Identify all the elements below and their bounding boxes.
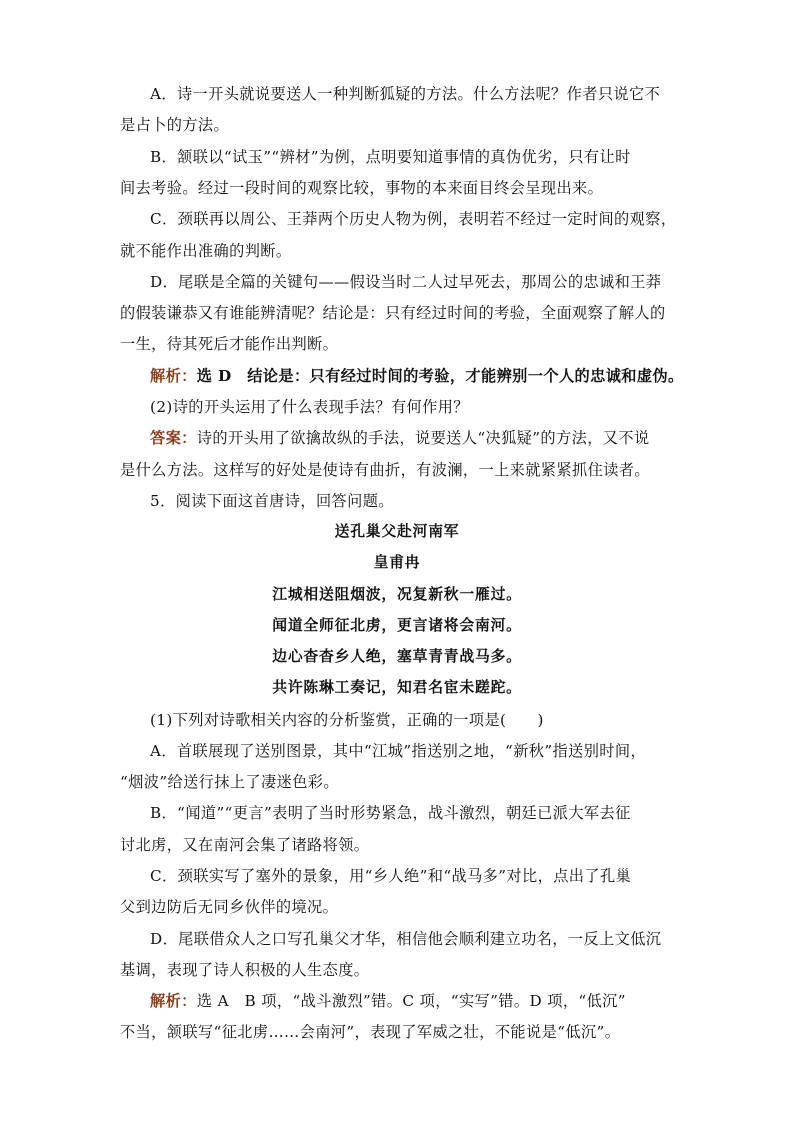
q5-subquestion-1: (1)下列对诗歌相关内容的分析鉴赏，正确的一项是( )	[150, 711, 544, 729]
q4-option-b-line1: B．颔联以“试玉”“辨材”为例，点明要知道事情的真伪优劣，只有让时	[150, 148, 631, 166]
q4-subquestion-2: (2)诗的开头运用了什么表现手法？有何作用？	[150, 398, 469, 416]
q4-answer-line1	[150, 428, 650, 448]
poem-line-3: 边心杳杳乡人绝，塞草青青战马多。	[272, 648, 522, 665]
q4-option-c-line1: C．颈联再以周公、王莽两个历史人物为例，表明若不经过一定时间的观察，	[150, 210, 677, 228]
q5-prompt: 5．阅读下面这首唐诗，回答问题。	[150, 492, 394, 510]
q5-option-d-line1: D．尾联借众人之口写孔巢父才华，相信他会顺利建立功名，一反上文低沉	[150, 930, 662, 948]
q5-option-c-line2: 父到边防后无同乡伙伴的境况。	[120, 898, 339, 916]
q5-option-a-line1: A．首联展现了送别图景，其中“江城”指送别之地，“新秋”指送别时间，	[150, 742, 647, 760]
answer-text: 诗的开头用了欲擒故纵的手法，说要送人“决狐疑”的方法，又不说	[196, 429, 650, 447]
q4-option-d-line2: 的假装谦恭又有谁能辨清呢？结论是：只有经过时间的考验，全面观察了解人的	[120, 304, 666, 322]
q4-option-a-line2: 是占卜的方法。	[120, 116, 230, 134]
q4-option-a-line1: A．诗一开头就说要送人一种判断狐疑的方法。什么方法呢？作者只说它不	[150, 85, 661, 103]
q4-analysis	[150, 366, 684, 386]
q4-option-c-line2: 就不能作出准确的判断。	[120, 242, 292, 260]
poem-title: 送孔巢父赴河南军	[334, 523, 460, 540]
q4-option-d-line1: D．尾联是全篇的关键句——假设当时二人过早死去，那周公的忠诚和王莽	[150, 273, 662, 291]
q5-option-c-line1: C．颈联实写了塞外的景象，用“乡人绝”和“战马多”对比，点出了孔巢	[150, 867, 632, 885]
q5-option-b-line2: 讨北虏，又在南河会集了诸路将领。	[120, 836, 370, 854]
q5-analysis-line2: 不当，颔联写“征北虏……会南河”，表现了军威之壮，不能说是“低沉”。	[120, 1023, 621, 1041]
answer-label: 答案：	[150, 429, 197, 447]
analysis-label: 解析：	[150, 992, 197, 1010]
analysis-text: 选 A B 项，“战斗激烈”错。C 项，“实写”错。D 项，“低沉”	[196, 992, 626, 1010]
q5-option-a-line2: “烟波”给送行抹上了凄迷色彩。	[120, 773, 339, 791]
q5-option-b-line1: B．“闻道”“更言”表明了当时形势紧急，战斗激烈，朝廷已派大军去征	[150, 804, 631, 822]
poem-line-2: 闻道全师征北虏，更言诸将会南河。	[272, 617, 522, 634]
poem-line-1: 江城相送阻烟波，况复新秋一雁过。	[272, 586, 522, 603]
poem-line-4: 共许陈琳工奏记，知君名宦未蹉跎。	[272, 679, 522, 696]
q4-answer-line2: 是什么方法。这样写的好处是使诗有曲折，有波澜，一上来就紧紧抓住读者。	[120, 461, 650, 479]
analysis-text: 选 D 结论是：只有经过时间的考验，才能辨别一个人的忠诚和虚伪。	[196, 367, 684, 385]
poem-author: 皇甫冉	[373, 554, 421, 571]
analysis-label: 解析：	[150, 367, 197, 385]
q4-option-b-line2: 间去考验。经过一段时间的观察比较，事物的本来面目终会呈现出来。	[120, 179, 604, 197]
q5-option-d-line2: 基调，表现了诗人积极的人生态度。	[120, 961, 370, 979]
q4-option-d-line3: 一生，待其死后才能作出判断。	[120, 335, 339, 353]
q5-analysis-line1	[150, 991, 626, 1011]
